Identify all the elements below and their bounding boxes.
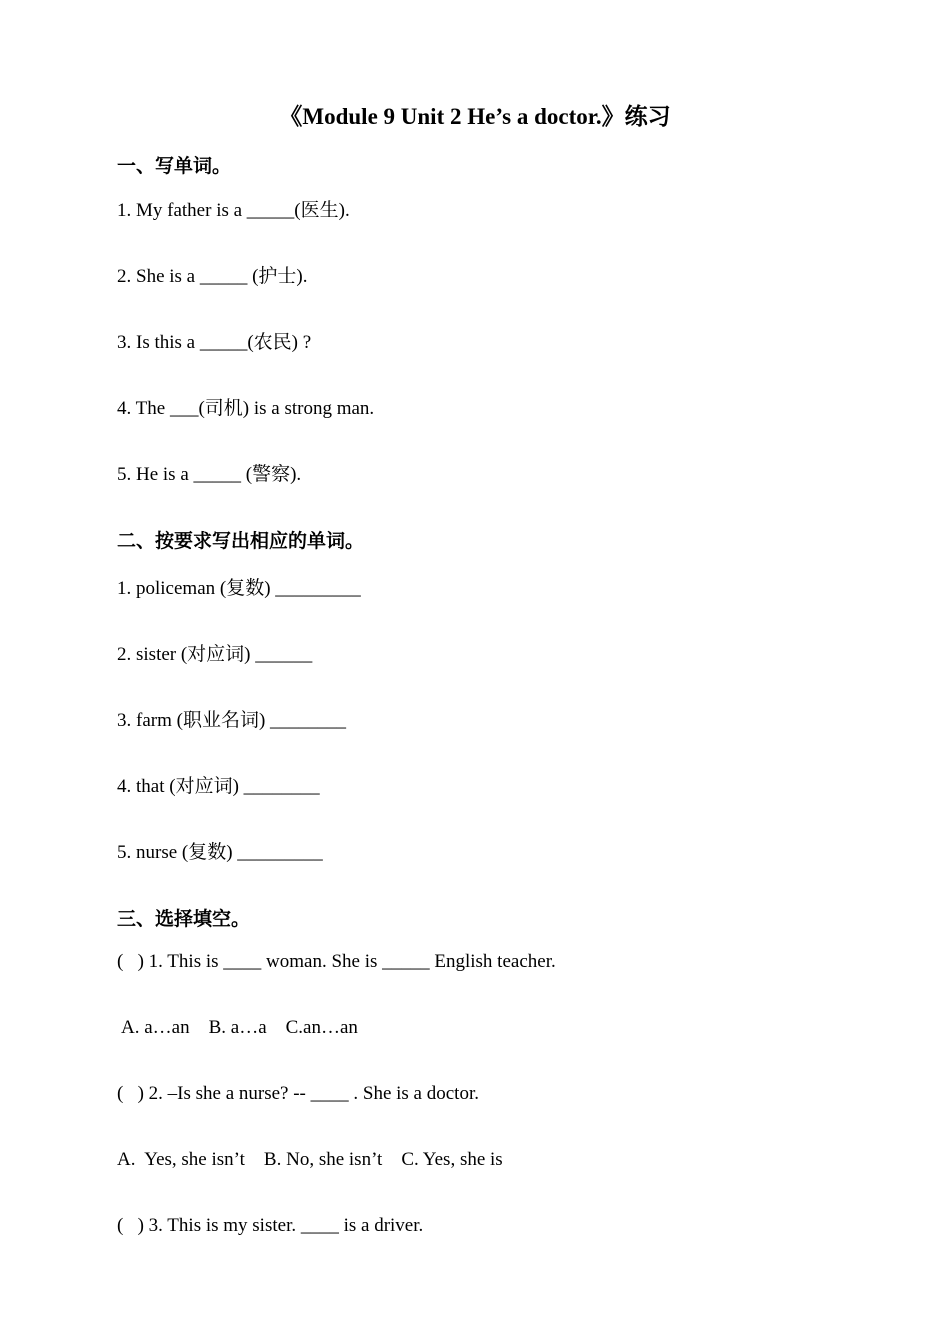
question-line: 5. nurse (复数) _________ [117,842,323,863]
question-line: 2. sister (对应词) ______ [117,644,313,665]
question-line: ( ) 1. This is ____ woman. She is _____ English teacher. [117,951,556,972]
question-line: 2. She is a _____ (护士). [117,266,308,287]
question-line: 4. that (对应词) ________ [117,776,320,797]
question-line: 3. Is this a _____(农民) ? [117,332,312,353]
page-title: 《Module 9 Unit 2 He’s a doctor.》练习 [279,104,671,129]
section-heading-2: 二、按要求写出相应的单词。 [117,530,365,552]
question-line: 5. He is a _____ (警察). [117,464,302,485]
question-line: 1. My father is a _____(医生). [117,200,350,221]
section-heading-1: 一、写单词。 [117,155,232,177]
answer-options: A. a…an B. a…a C.an…an [121,1017,358,1038]
answer-options: A. Yes, she isn’t B. No, she isn’t C. Yes, she is [117,1149,503,1170]
question-line: ( ) 3. This is my sister. ____ is a driver. [117,1215,424,1236]
question-line: ( ) 2. –Is she a nurse? -- ____ . She is a doctor. [117,1083,479,1104]
section-heading-3: 三、选择填空。 [117,908,251,930]
question-line: 3. farm (职业名词) ________ [117,710,347,731]
question-line: 4. The ___(司机) is a strong man. [117,398,375,419]
question-line: 1. policeman (复数) _________ [117,578,361,599]
